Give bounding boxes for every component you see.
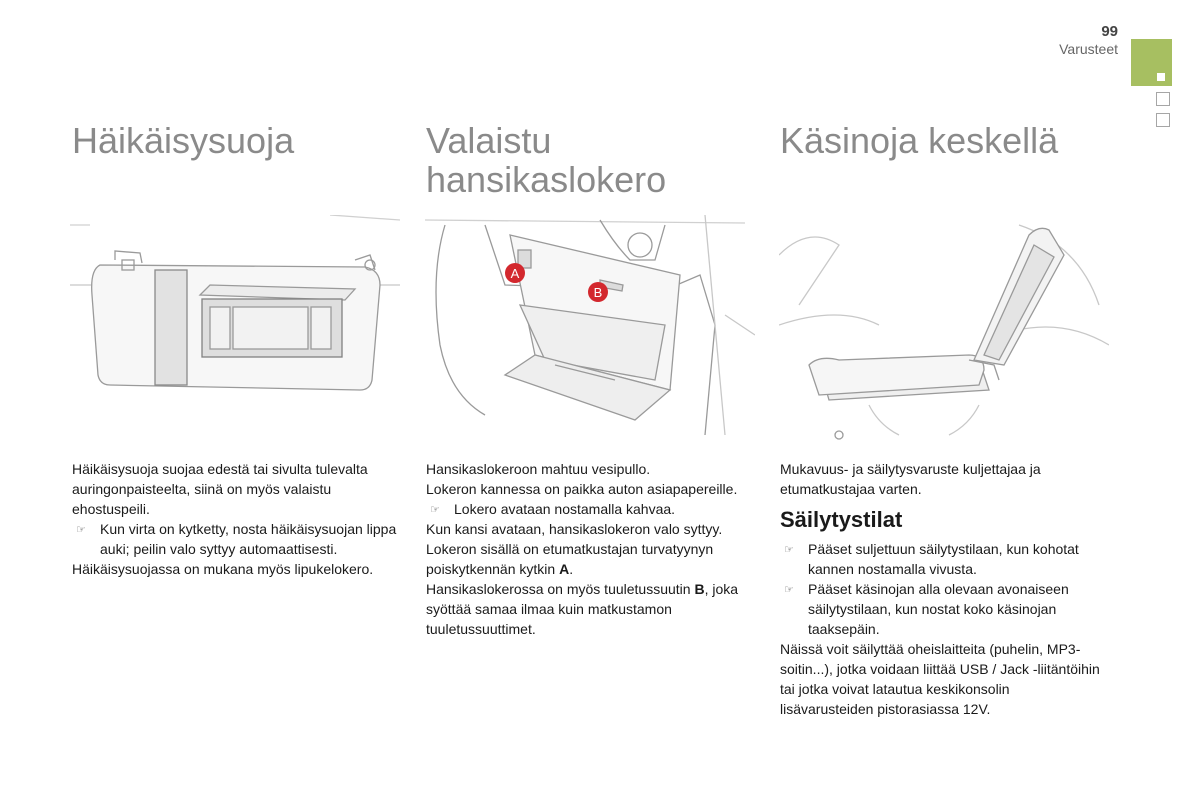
armrest-illustration bbox=[779, 215, 1109, 445]
glovebox-text bbox=[426, 459, 751, 639]
chapter-tab-empty-2[interactable] bbox=[1156, 113, 1170, 127]
ref-b: B bbox=[694, 581, 705, 597]
page-number: 99 bbox=[1101, 23, 1118, 40]
paragraph bbox=[426, 539, 751, 579]
storage-subheading: Säilytystilat bbox=[780, 507, 903, 532]
armrest-title: Käsinoja keskellä bbox=[780, 120, 1059, 161]
paragraph bbox=[426, 579, 751, 639]
text-run: . bbox=[569, 561, 574, 577]
callout-a bbox=[505, 263, 525, 283]
bullet-text: Kun virta on kytketty, nosta häikäisysuojan lippa auki; peilin valo syttyy automaattisesti. bbox=[100, 521, 397, 557]
bullet-item bbox=[72, 519, 397, 559]
sun-visor-title: Häikäisysuoja bbox=[72, 120, 295, 161]
glovebox-title: Valaistu hansikaslokero bbox=[426, 120, 667, 200]
chapter-tab-empty-1[interactable] bbox=[1156, 92, 1170, 106]
paragraph: Mukavuus- ja säilytysvaruste kuljettajaa ja etumatkustajaa varten. bbox=[780, 461, 1041, 497]
tab-marker-icon bbox=[1157, 73, 1165, 81]
bullet-item bbox=[780, 539, 1105, 579]
callout-b-label: B bbox=[593, 285, 603, 300]
bullet-item bbox=[780, 579, 1105, 639]
paragraph: Näissä voit säilyttää oheislaitteita (puhelin, MP3-soitin...), jotka voidaan liittää USB / Jack -liitäntöihin tai jotka voivat latautua keskikonsolin lisävarusteiden pistorasiassa 12V. bbox=[780, 641, 1100, 717]
bullet-text: Lokero avataan nostamalla kahvaa. bbox=[454, 501, 676, 517]
section-label: Varusteet bbox=[1059, 41, 1118, 57]
paragraph: Häikäisysuojassa on mukana myös lipukelokero. bbox=[72, 561, 374, 577]
pointing-hand-icon: ☞ bbox=[430, 504, 440, 516]
ref-a: A bbox=[559, 561, 570, 577]
sun-visor-illustration bbox=[70, 215, 400, 445]
sun-visor-text bbox=[72, 459, 397, 579]
armrest-text bbox=[780, 459, 1105, 719]
bullet-item bbox=[426, 499, 751, 519]
chapter-tab[interactable] bbox=[1131, 39, 1172, 86]
text-run: , joka syöttää samaa ilmaa kuin matkustamon tuuletussuuttimet. bbox=[426, 581, 739, 637]
pointing-hand-icon: ☞ bbox=[784, 544, 794, 556]
bullet-text: Pääset käsinojan alla olevaan avonaiseen säilytystilaan, kun nostat koko käsinojan taaksepäin. bbox=[808, 581, 1069, 637]
text-run: Hansikaslokerossa on myös tuuletussuutin bbox=[426, 581, 691, 597]
paragraph: Lokeron kannessa on paikka auton asiapapereille. bbox=[426, 481, 738, 497]
bullet-text: Pääset suljettuun säilytystilaan, kun kohotat kannen nostamalla vivusta. bbox=[808, 541, 1079, 577]
paragraph: Hansikaslokeroon mahtuu vesipullo. bbox=[426, 461, 651, 477]
callout-b bbox=[588, 282, 608, 302]
text-run: Lokeron sisällä on etumatkustajan turvatyynyn poiskytkennän kytkin bbox=[426, 541, 714, 577]
pointing-hand-icon: ☞ bbox=[76, 524, 86, 536]
paragraph: Häikäisysuoja suojaa edestä tai sivulta tulevalta auringonpaisteelta, siinä on myös valaistu ehostuspeili. bbox=[72, 461, 368, 517]
paragraph: Kun kansi avataan, hansikaslokeron valo syttyy. bbox=[426, 521, 723, 537]
callout-a-label: A bbox=[510, 266, 520, 281]
pointing-hand-icon: ☞ bbox=[784, 584, 794, 596]
glovebox-illustration bbox=[425, 215, 755, 445]
